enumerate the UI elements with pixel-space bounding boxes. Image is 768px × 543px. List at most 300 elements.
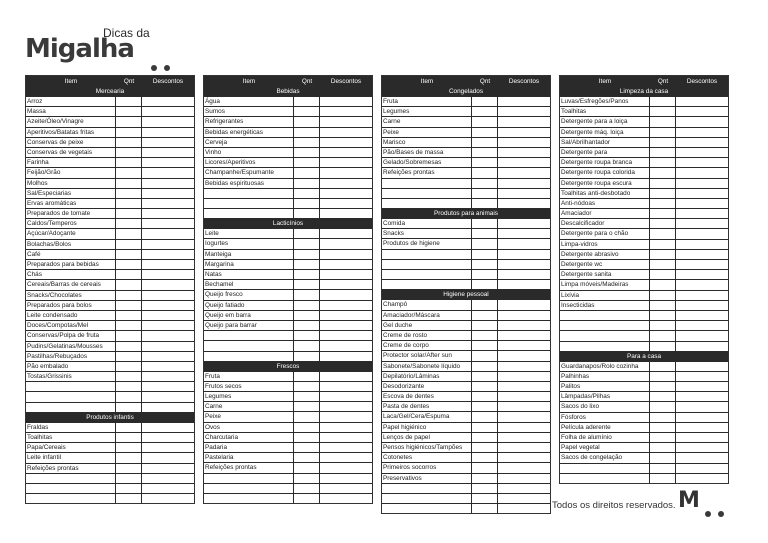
quantity-cell[interactable] [294,382,320,391]
quantity-cell[interactable] [116,270,142,279]
discount-cell[interactable] [676,138,728,147]
quantity-cell[interactable] [650,219,676,228]
discount-cell[interactable] [142,148,194,157]
quantity-cell[interactable] [472,362,498,371]
discount-cell[interactable] [142,392,194,401]
quantity-cell[interactable] [294,341,320,350]
discount-cell[interactable] [320,423,372,432]
discount-cell[interactable] [320,239,372,248]
discount-cell[interactable] [320,117,372,126]
quantity-cell[interactable] [650,301,676,310]
discount-cell[interactable] [498,412,550,421]
quantity-cell[interactable] [116,392,142,401]
discount-cell[interactable] [676,423,728,432]
quantity-cell[interactable] [472,280,498,289]
discount-cell[interactable] [142,260,194,269]
discount-cell[interactable] [498,250,550,259]
discount-cell[interactable] [676,342,728,351]
discount-cell[interactable] [498,474,550,483]
quantity-cell[interactable] [472,199,498,208]
quantity-cell[interactable] [472,128,498,137]
discount-cell[interactable] [142,321,194,330]
quantity-cell[interactable] [472,97,498,106]
discount-cell[interactable] [676,179,728,188]
quantity-cell[interactable] [294,463,320,472]
quantity-cell[interactable] [472,463,498,472]
quantity-cell[interactable] [294,494,320,503]
discount-cell[interactable] [676,382,728,391]
quantity-cell[interactable] [116,331,142,340]
discount-cell[interactable] [498,97,550,106]
discount-cell[interactable] [676,117,728,126]
quantity-cell[interactable] [650,443,676,452]
quantity-cell[interactable] [650,331,676,340]
discount-cell[interactable] [498,311,550,320]
quantity-cell[interactable] [650,199,676,208]
quantity-cell[interactable] [472,239,498,248]
quantity-cell[interactable] [650,179,676,188]
discount-cell[interactable] [142,107,194,116]
quantity-cell[interactable] [650,464,676,473]
quantity-cell[interactable] [294,311,320,320]
quantity-cell[interactable] [650,148,676,157]
discount-cell[interactable] [142,168,194,177]
discount-cell[interactable] [142,311,194,320]
quantity-cell[interactable] [472,158,498,167]
quantity-cell[interactable] [116,382,142,391]
quantity-cell[interactable] [472,423,498,432]
quantity-cell[interactable] [116,352,142,361]
quantity-cell[interactable] [116,321,142,330]
quantity-cell[interactable] [294,372,320,381]
quantity-cell[interactable] [650,168,676,177]
quantity-cell[interactable] [472,270,498,279]
discount-cell[interactable] [320,250,372,259]
discount-cell[interactable] [676,219,728,228]
discount-cell[interactable] [142,219,194,228]
quantity-cell[interactable] [650,392,676,401]
quantity-cell[interactable] [116,443,142,452]
quantity-cell[interactable] [116,97,142,106]
quantity-cell[interactable] [650,270,676,279]
quantity-cell[interactable] [116,260,142,269]
discount-cell[interactable] [676,321,728,330]
discount-cell[interactable] [142,270,194,279]
discount-cell[interactable] [320,341,372,350]
discount-cell[interactable] [320,443,372,452]
quantity-cell[interactable] [472,189,498,198]
discount-cell[interactable] [320,484,372,493]
quantity-cell[interactable] [116,494,142,503]
discount-cell[interactable] [142,199,194,208]
quantity-cell[interactable] [294,453,320,462]
quantity-cell[interactable] [472,412,498,421]
discount-cell[interactable] [498,280,550,289]
quantity-cell[interactable] [472,331,498,340]
discount-cell[interactable] [498,300,550,309]
discount-cell[interactable] [676,433,728,442]
discount-cell[interactable] [320,301,372,310]
quantity-cell[interactable] [294,301,320,310]
discount-cell[interactable] [498,239,550,248]
quantity-cell[interactable] [294,321,320,330]
quantity-cell[interactable] [116,209,142,218]
quantity-cell[interactable] [650,260,676,269]
discount-cell[interactable] [498,341,550,350]
discount-cell[interactable] [320,260,372,269]
quantity-cell[interactable] [472,107,498,116]
quantity-cell[interactable] [650,158,676,167]
discount-cell[interactable] [498,168,550,177]
discount-cell[interactable] [142,97,194,106]
discount-cell[interactable] [498,423,550,432]
discount-cell[interactable] [142,403,194,412]
discount-cell[interactable] [498,331,550,340]
discount-cell[interactable] [320,270,372,279]
quantity-cell[interactable] [294,148,320,157]
discount-cell[interactable] [498,392,550,401]
quantity-cell[interactable] [650,138,676,147]
discount-cell[interactable] [142,138,194,147]
quantity-cell[interactable] [650,382,676,391]
quantity-cell[interactable] [650,117,676,126]
quantity-cell[interactable] [116,229,142,238]
quantity-cell[interactable] [650,453,676,462]
quantity-cell[interactable] [294,331,320,340]
discount-cell[interactable] [320,382,372,391]
discount-cell[interactable] [320,463,372,472]
discount-cell[interactable] [142,280,194,289]
discount-cell[interactable] [676,148,728,157]
discount-cell[interactable] [320,138,372,147]
quantity-cell[interactable] [294,168,320,177]
discount-cell[interactable] [320,209,372,218]
discount-cell[interactable] [498,219,550,228]
discount-cell[interactable] [142,494,194,503]
discount-cell[interactable] [142,229,194,238]
discount-cell[interactable] [320,453,372,462]
quantity-cell[interactable] [650,413,676,422]
quantity-cell[interactable] [294,402,320,411]
discount-cell[interactable] [142,291,194,300]
discount-cell[interactable] [320,402,372,411]
quantity-cell[interactable] [650,250,676,259]
discount-cell[interactable] [676,270,728,279]
discount-cell[interactable] [142,189,194,198]
quantity-cell[interactable] [650,128,676,137]
discount-cell[interactable] [676,128,728,137]
quantity-cell[interactable] [472,484,498,493]
discount-cell[interactable] [498,148,550,157]
discount-cell[interactable] [142,453,194,462]
quantity-cell[interactable] [472,219,498,228]
quantity-cell[interactable] [116,189,142,198]
quantity-cell[interactable] [116,179,142,188]
discount-cell[interactable] [676,280,728,289]
discount-cell[interactable] [676,240,728,249]
discount-cell[interactable] [320,168,372,177]
discount-cell[interactable] [498,260,550,269]
discount-cell[interactable] [320,494,372,503]
discount-cell[interactable] [320,179,372,188]
discount-cell[interactable] [142,423,194,432]
quantity-cell[interactable] [472,311,498,320]
discount-cell[interactable] [498,433,550,442]
discount-cell[interactable] [676,250,728,259]
discount-cell[interactable] [142,117,194,126]
quantity-cell[interactable] [472,321,498,330]
discount-cell[interactable] [498,179,550,188]
quantity-cell[interactable] [116,484,142,493]
quantity-cell[interactable] [116,453,142,462]
discount-cell[interactable] [676,158,728,167]
discount-cell[interactable] [142,362,194,371]
discount-cell[interactable] [320,148,372,157]
quantity-cell[interactable] [472,443,498,452]
quantity-cell[interactable] [294,392,320,401]
quantity-cell[interactable] [294,239,320,248]
discount-cell[interactable] [142,240,194,249]
discount-cell[interactable] [142,443,194,452]
discount-cell[interactable] [498,107,550,116]
quantity-cell[interactable] [472,179,498,188]
quantity-cell[interactable] [294,97,320,106]
discount-cell[interactable] [676,168,728,177]
quantity-cell[interactable] [116,128,142,137]
quantity-cell[interactable] [472,148,498,157]
quantity-cell[interactable] [472,300,498,309]
quantity-cell[interactable] [294,423,320,432]
quantity-cell[interactable] [294,270,320,279]
discount-cell[interactable] [142,474,194,483]
quantity-cell[interactable] [294,199,320,208]
quantity-cell[interactable] [294,250,320,259]
discount-cell[interactable] [142,128,194,137]
quantity-cell[interactable] [116,168,142,177]
discount-cell[interactable] [320,311,372,320]
quantity-cell[interactable] [294,179,320,188]
discount-cell[interactable] [320,372,372,381]
quantity-cell[interactable] [116,138,142,147]
discount-cell[interactable] [676,392,728,401]
discount-cell[interactable] [676,229,728,238]
discount-cell[interactable] [676,311,728,320]
quantity-cell[interactable] [116,342,142,351]
quantity-cell[interactable] [294,107,320,116]
discount-cell[interactable] [498,117,550,126]
discount-cell[interactable] [320,189,372,198]
quantity-cell[interactable] [472,229,498,238]
discount-cell[interactable] [498,138,550,147]
quantity-cell[interactable] [116,199,142,208]
discount-cell[interactable] [142,433,194,442]
quantity-cell[interactable] [116,250,142,259]
discount-cell[interactable] [676,453,728,462]
discount-cell[interactable] [676,107,728,116]
discount-cell[interactable] [676,260,728,269]
discount-cell[interactable] [498,199,550,208]
quantity-cell[interactable] [472,453,498,462]
quantity-cell[interactable] [650,474,676,483]
discount-cell[interactable] [498,321,550,330]
quantity-cell[interactable] [116,311,142,320]
quantity-cell[interactable] [650,402,676,411]
quantity-cell[interactable] [472,117,498,126]
quantity-cell[interactable] [650,189,676,198]
quantity-cell[interactable] [472,372,498,381]
discount-cell[interactable] [142,301,194,310]
discount-cell[interactable] [320,352,372,361]
discount-cell[interactable] [498,453,550,462]
discount-cell[interactable] [676,443,728,452]
discount-cell[interactable] [676,464,728,473]
quantity-cell[interactable] [294,260,320,269]
discount-cell[interactable] [498,351,550,360]
quantity-cell[interactable] [650,107,676,116]
discount-cell[interactable] [320,290,372,299]
quantity-cell[interactable] [116,301,142,310]
quantity-cell[interactable] [116,372,142,381]
quantity-cell[interactable] [294,352,320,361]
discount-cell[interactable] [142,352,194,361]
quantity-cell[interactable] [116,158,142,167]
quantity-cell[interactable] [650,209,676,218]
discount-cell[interactable] [676,291,728,300]
discount-cell[interactable] [320,97,372,106]
discount-cell[interactable] [320,158,372,167]
quantity-cell[interactable] [294,128,320,137]
quantity-cell[interactable] [650,372,676,381]
quantity-cell[interactable] [650,229,676,238]
discount-cell[interactable] [142,484,194,493]
discount-cell[interactable] [320,412,372,421]
discount-cell[interactable] [498,362,550,371]
discount-cell[interactable] [142,342,194,351]
quantity-cell[interactable] [472,168,498,177]
discount-cell[interactable] [498,402,550,411]
discount-cell[interactable] [142,372,194,381]
discount-cell[interactable] [142,331,194,340]
discount-cell[interactable] [142,179,194,188]
discount-cell[interactable] [320,321,372,330]
discount-cell[interactable] [498,270,550,279]
discount-cell[interactable] [320,280,372,289]
quantity-cell[interactable] [472,402,498,411]
discount-cell[interactable] [498,484,550,493]
discount-cell[interactable] [676,413,728,422]
discount-cell[interactable] [320,474,372,483]
discount-cell[interactable] [676,199,728,208]
quantity-cell[interactable] [294,229,320,238]
quantity-cell[interactable] [650,311,676,320]
quantity-cell[interactable] [294,433,320,442]
discount-cell[interactable] [142,382,194,391]
discount-cell[interactable] [142,464,194,473]
discount-cell[interactable] [676,97,728,106]
discount-cell[interactable] [320,433,372,442]
discount-cell[interactable] [142,158,194,167]
quantity-cell[interactable] [472,433,498,442]
quantity-cell[interactable] [116,464,142,473]
discount-cell[interactable] [498,382,550,391]
discount-cell[interactable] [498,443,550,452]
discount-cell[interactable] [676,209,728,218]
discount-cell[interactable] [142,250,194,259]
quantity-cell[interactable] [116,219,142,228]
quantity-cell[interactable] [116,403,142,412]
discount-cell[interactable] [320,128,372,137]
quantity-cell[interactable] [294,138,320,147]
discount-cell[interactable] [498,463,550,472]
discount-cell[interactable] [676,372,728,381]
quantity-cell[interactable] [472,250,498,259]
discount-cell[interactable] [676,402,728,411]
quantity-cell[interactable] [650,423,676,432]
quantity-cell[interactable] [472,494,498,503]
discount-cell[interactable] [498,504,550,513]
quantity-cell[interactable] [116,240,142,249]
discount-cell[interactable] [676,362,728,371]
quantity-cell[interactable] [472,260,498,269]
quantity-cell[interactable] [294,484,320,493]
discount-cell[interactable] [498,372,550,381]
quantity-cell[interactable] [650,321,676,330]
quantity-cell[interactable] [294,474,320,483]
quantity-cell[interactable] [294,189,320,198]
quantity-cell[interactable] [294,290,320,299]
discount-cell[interactable] [676,189,728,198]
discount-cell[interactable] [498,229,550,238]
quantity-cell[interactable] [116,433,142,442]
quantity-cell[interactable] [472,351,498,360]
discount-cell[interactable] [498,158,550,167]
quantity-cell[interactable] [116,280,142,289]
quantity-cell[interactable] [472,474,498,483]
quantity-cell[interactable] [650,433,676,442]
quantity-cell[interactable] [472,341,498,350]
discount-cell[interactable] [676,331,728,340]
discount-cell[interactable] [320,392,372,401]
quantity-cell[interactable] [116,291,142,300]
quantity-cell[interactable] [650,97,676,106]
discount-cell[interactable] [498,189,550,198]
quantity-cell[interactable] [472,504,498,513]
discount-cell[interactable] [320,199,372,208]
quantity-cell[interactable] [472,392,498,401]
quantity-cell[interactable] [116,107,142,116]
quantity-cell[interactable] [116,362,142,371]
discount-cell[interactable] [320,331,372,340]
quantity-cell[interactable] [650,362,676,371]
quantity-cell[interactable] [472,138,498,147]
quantity-cell[interactable] [294,158,320,167]
quantity-cell[interactable] [116,148,142,157]
quantity-cell[interactable] [294,443,320,452]
quantity-cell[interactable] [650,240,676,249]
quantity-cell[interactable] [650,291,676,300]
discount-cell[interactable] [320,107,372,116]
quantity-cell[interactable] [294,280,320,289]
quantity-cell[interactable] [116,117,142,126]
discount-cell[interactable] [320,229,372,238]
discount-cell[interactable] [142,209,194,218]
quantity-cell[interactable] [650,280,676,289]
quantity-cell[interactable] [116,423,142,432]
quantity-cell[interactable] [116,474,142,483]
quantity-cell[interactable] [294,209,320,218]
discount-cell[interactable] [676,474,728,483]
quantity-cell[interactable] [294,117,320,126]
